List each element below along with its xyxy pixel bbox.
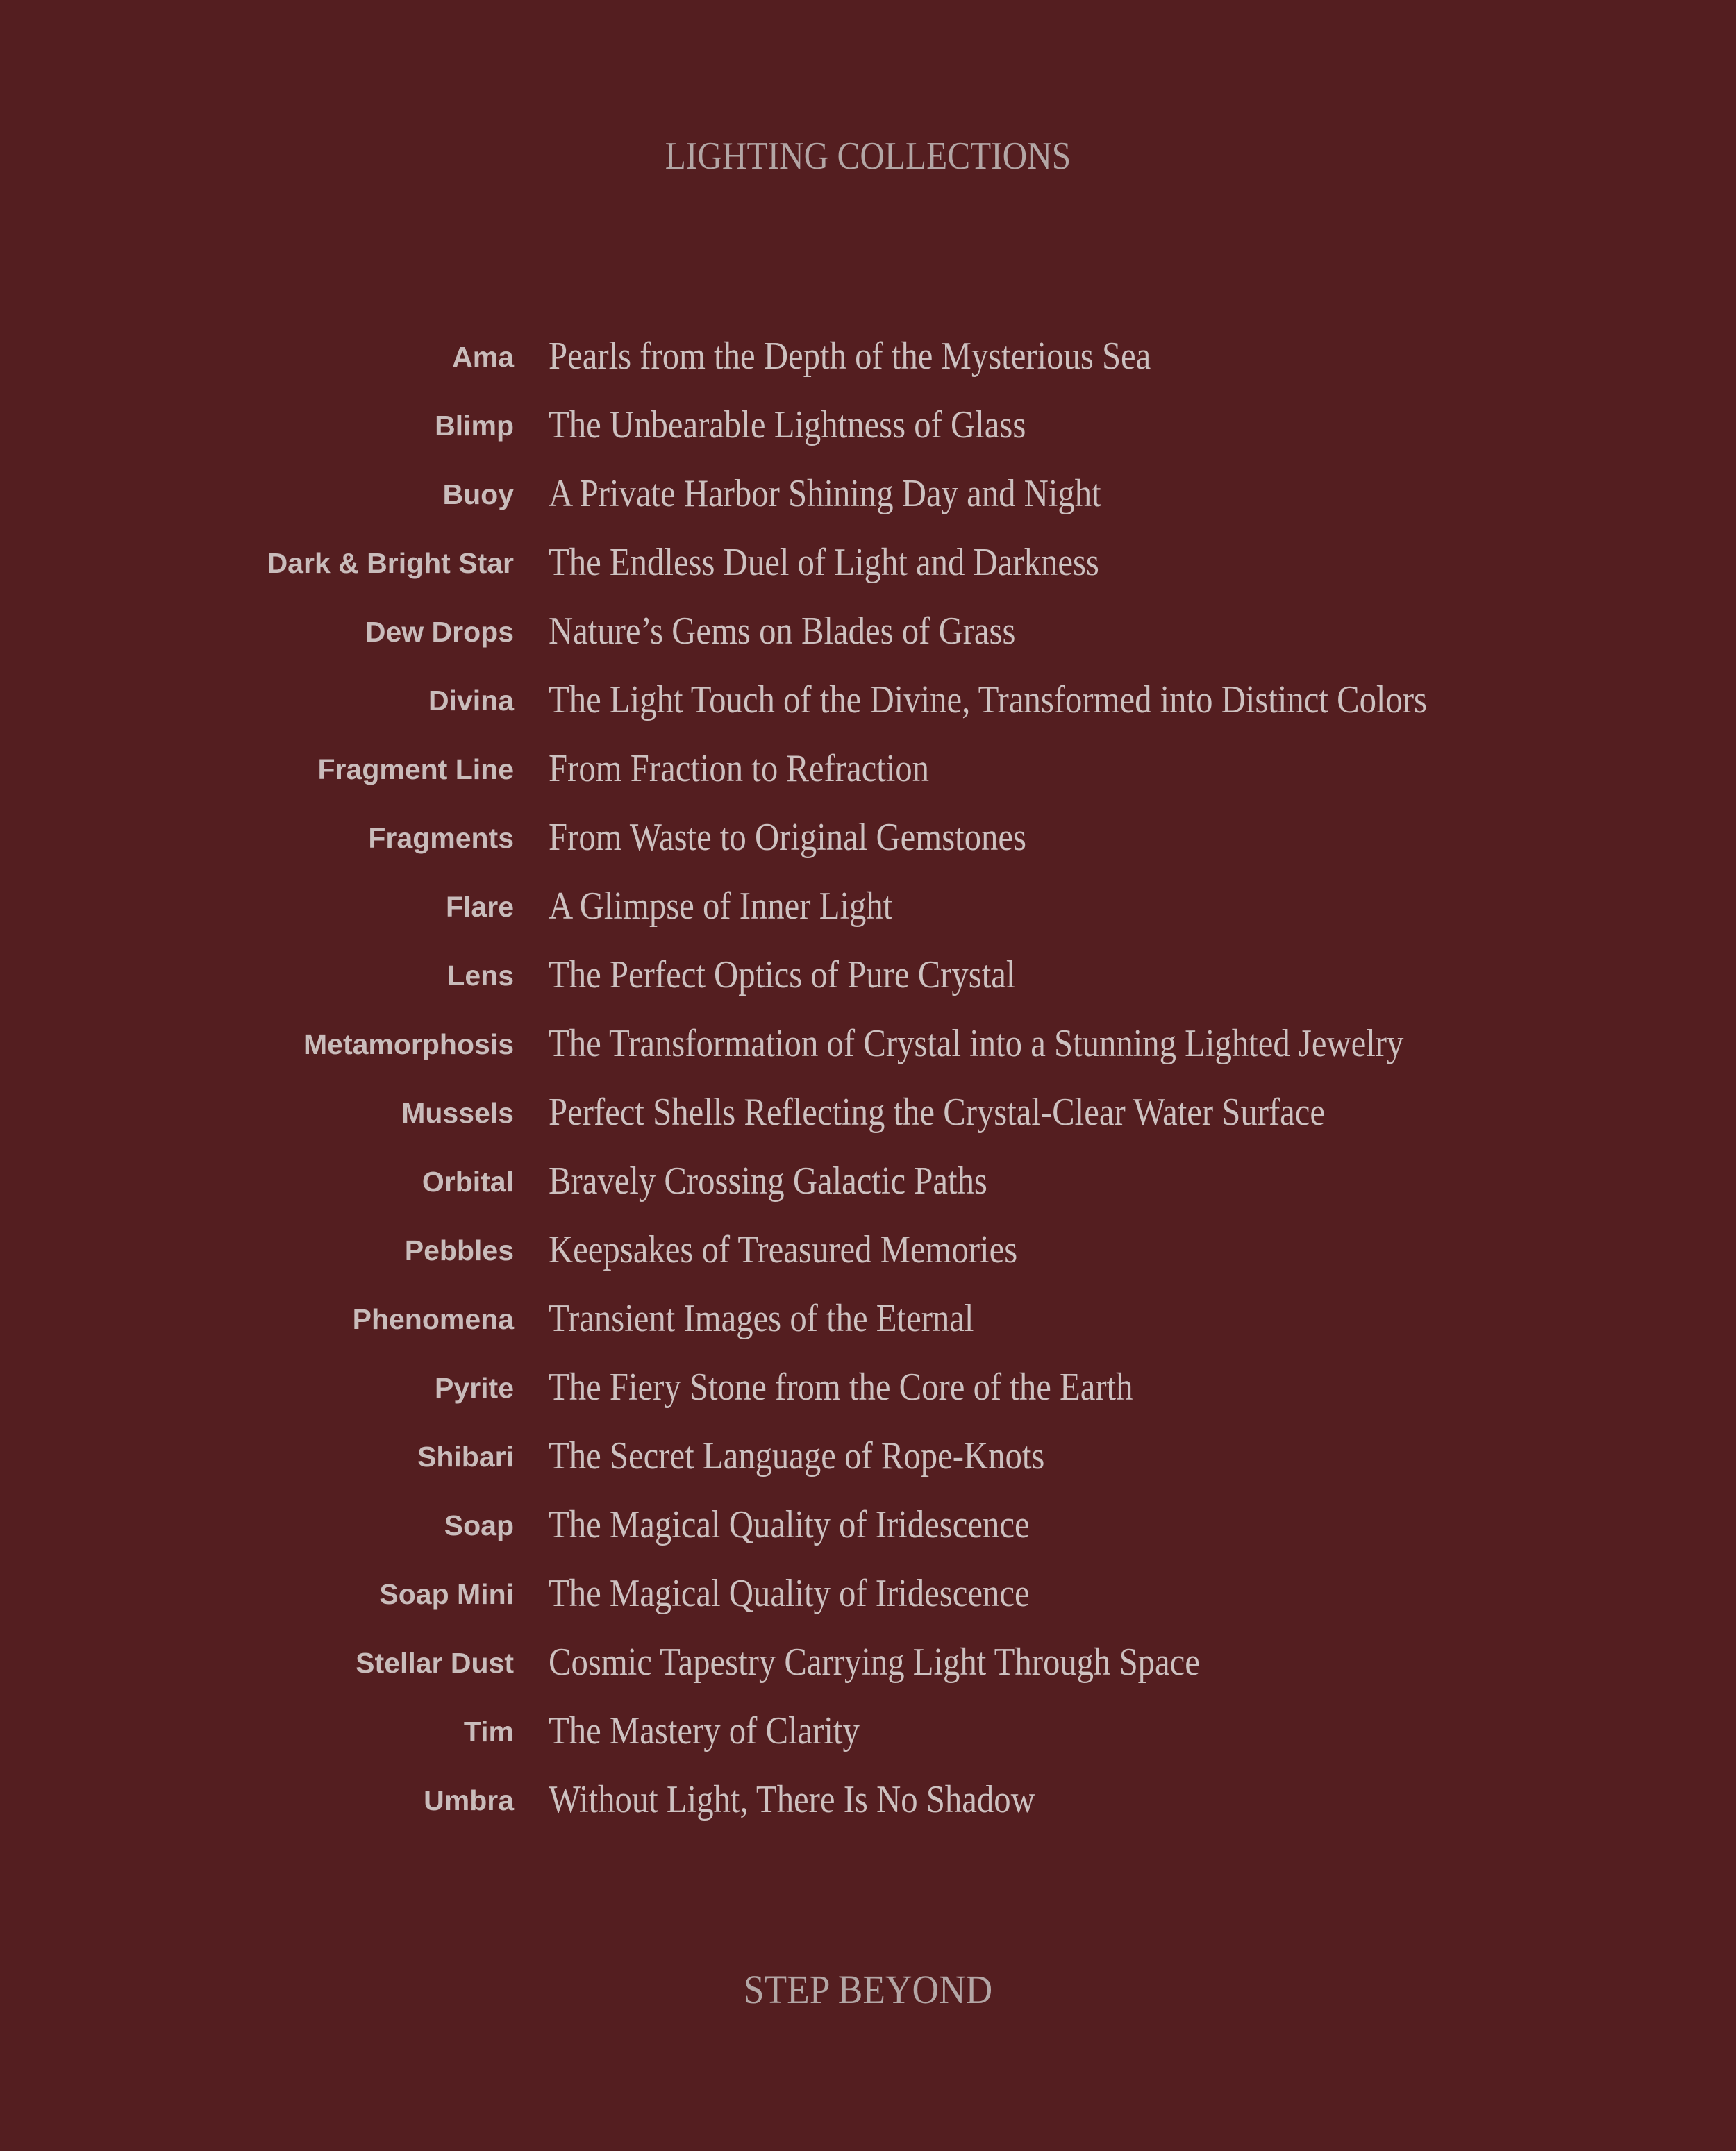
list-item <box>0 330 1736 399</box>
collection-name: Metamorphosis <box>303 1028 514 1060</box>
collection-tagline: Keepsakes of Treasured Memories <box>549 1228 1018 1271</box>
collection-name: Shibari <box>417 1441 514 1473</box>
list-item <box>0 1155 1736 1223</box>
list-item <box>0 1705 1736 1773</box>
list-item <box>0 1773 1736 1842</box>
collection-name: Dark & Bright Star <box>267 547 514 579</box>
collection-name: Blimp <box>435 410 514 442</box>
collection-name: Dew Drops <box>365 616 514 648</box>
collection-name: Soap <box>444 1509 514 1541</box>
list-item <box>0 1430 1736 1498</box>
list-item <box>0 742 1736 811</box>
page-title: LIGHTING COLLECTIONS <box>665 135 1071 178</box>
collection-tagline: Perfect Shells Reflecting the Crystal-Clear Water Surface <box>549 1091 1326 1134</box>
collection-tagline: The Endless Duel of Light and Darkness <box>549 541 1099 584</box>
collection-name: Stellar Dust <box>356 1647 514 1679</box>
collection-name: Divina <box>428 685 514 717</box>
collection-name: Orbital <box>422 1166 514 1198</box>
list-item <box>0 948 1736 1017</box>
collection-name: Mussels <box>401 1097 514 1129</box>
collection-tagline: Cosmic Tapestry Carrying Light Through Space <box>549 1641 1200 1684</box>
collection-name: Fragments <box>368 822 514 854</box>
collection-name: Tim <box>463 1716 514 1748</box>
list-item <box>0 605 1736 673</box>
collection-name: Lens <box>447 960 514 991</box>
collection-name: Fragment Line <box>317 753 514 785</box>
list-item <box>0 1498 1736 1567</box>
collection-tagline: The Light Touch of the Divine, Transformed into Distinct Colors <box>549 678 1428 721</box>
list-item <box>0 1567 1736 1636</box>
list-item <box>0 1086 1736 1155</box>
collection-tagline: The Perfect Optics of Pure Crystal <box>549 953 1016 996</box>
list-item <box>0 811 1736 880</box>
list-item <box>0 1017 1736 1086</box>
collection-tagline: The Secret Language of Rope-Knots <box>549 1434 1045 1478</box>
list-item <box>0 1292 1736 1361</box>
list-item <box>0 1223 1736 1292</box>
collection-name: Flare <box>446 891 514 923</box>
collection-tagline: Pearls from the Depth of the Mysterious Sea <box>549 335 1151 378</box>
collection-name: Umbra <box>424 1784 514 1816</box>
list-item <box>0 673 1736 742</box>
collection-name: Phenomena <box>352 1303 514 1335</box>
collection-name: Soap Mini <box>379 1578 514 1610</box>
collection-tagline: The Mastery of Clarity <box>549 1709 860 1752</box>
collection-tagline: The Magical Quality of Iridescence <box>549 1572 1030 1615</box>
collection-tagline: The Fiery Stone from the Core of the Earth <box>549 1366 1133 1409</box>
collection-tagline: A Glimpse of Inner Light <box>549 885 893 928</box>
footer-slogan: STEP BEYOND <box>743 1967 993 2012</box>
collections-list <box>0 330 1736 1842</box>
collection-tagline: From Waste to Original Gemstones <box>549 816 1027 859</box>
collection-tagline: Bravely Crossing Galactic Paths <box>549 1160 987 1203</box>
collection-name: Buoy <box>442 478 514 510</box>
list-item <box>0 1636 1736 1705</box>
collection-name: Pebbles <box>404 1234 514 1266</box>
collection-tagline: The Unbearable Lightness of Glass <box>549 403 1026 446</box>
list-item <box>0 467 1736 536</box>
collection-tagline: The Magical Quality of Iridescence <box>549 1503 1030 1546</box>
list-item <box>0 536 1736 605</box>
list-item <box>0 1361 1736 1430</box>
collection-name: Ama <box>452 341 514 373</box>
collection-tagline: From Fraction to Refraction <box>549 747 929 790</box>
collection-name: Pyrite <box>435 1372 514 1404</box>
collection-tagline: Without Light, There Is No Shadow <box>549 1778 1035 1821</box>
list-item <box>0 399 1736 467</box>
collection-tagline: A Private Harbor Shining Day and Night <box>549 472 1101 515</box>
collection-tagline: Transient Images of the Eternal <box>549 1297 974 1340</box>
collection-tagline: Nature’s Gems on Blades of Grass <box>549 610 1016 653</box>
collection-tagline: The Transformation of Crystal into a Stunning Lighted Jewelry <box>549 1022 1404 1065</box>
list-item <box>0 880 1736 948</box>
